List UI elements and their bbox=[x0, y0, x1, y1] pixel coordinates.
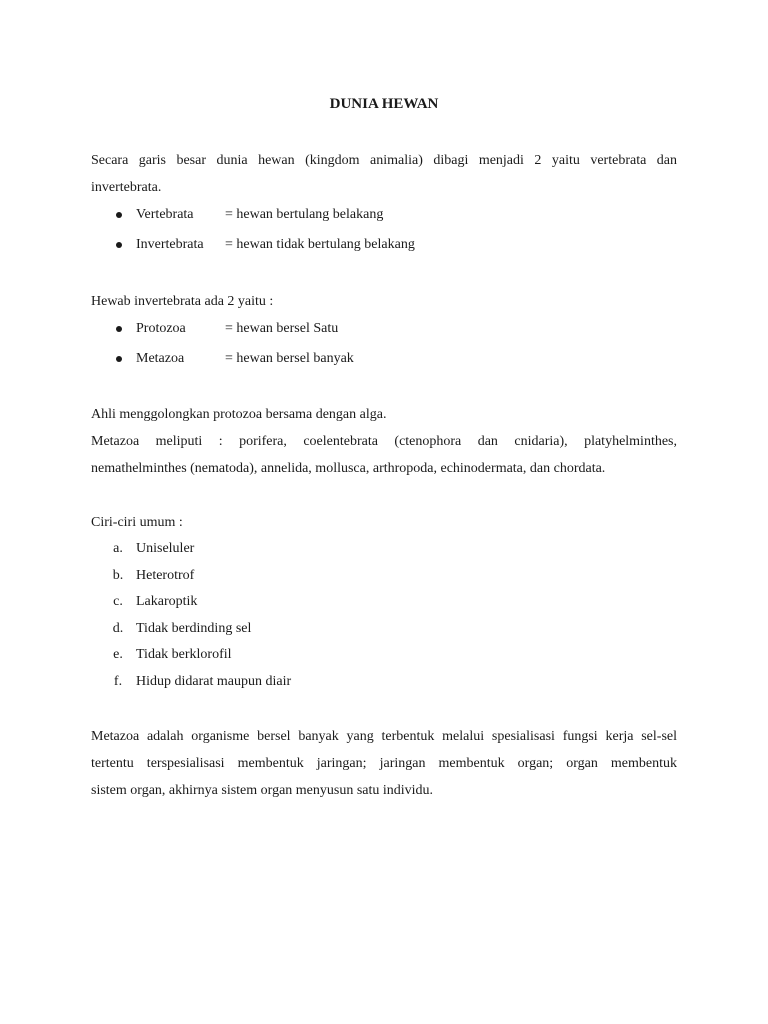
bullet-icon bbox=[116, 242, 122, 248]
characteristics-heading-text: Ciri-ciri umum : bbox=[91, 515, 183, 530]
intro-paragraph bbox=[91, 147, 677, 201]
document-title: DUNIA HEWAN bbox=[329, 96, 439, 112]
list-item bbox=[91, 536, 677, 563]
metazoa-definition-line-2: tertentu terspesialisasi membentuk jaringan; jaringan membentuk organ; organ membentuk bbox=[91, 756, 677, 771]
list-item bbox=[91, 314, 677, 344]
list-item-definition: = hewan bersel Satu bbox=[225, 321, 339, 336]
metazoa-definition-paragraph bbox=[91, 723, 677, 804]
bullet-icon bbox=[116, 326, 122, 332]
list-marker: a. bbox=[113, 541, 123, 556]
list-item-term: Protozoa bbox=[136, 321, 186, 336]
list-item bbox=[91, 616, 677, 643]
list-marker: b. bbox=[112, 567, 124, 583]
list-item bbox=[91, 563, 677, 590]
invertebrate-intro bbox=[91, 288, 677, 315]
metazoa-paragraph bbox=[91, 401, 677, 482]
document-page bbox=[91, 0, 677, 1024]
intro-line-1: Secara garis besar dunia hewan (kingdom animalia) dibagi menjadi 2 yaitu vertebrata dan bbox=[91, 153, 677, 168]
metazoa-definition-line-3: sistem organ, akhirnya sistem organ menyusun satu individu. bbox=[91, 783, 434, 798]
characteristics-heading bbox=[91, 509, 677, 536]
metazoa-includes-line-1: Metazoa meliputi : porifera, coelentebrata (ctenophora dan cnidaria), platyhelminthes, bbox=[91, 434, 677, 449]
list-item bbox=[91, 230, 677, 260]
list-marker: c. bbox=[113, 594, 123, 610]
list-marker: d. bbox=[112, 620, 124, 636]
list-item-text: Hidup didarat maupun diair bbox=[136, 673, 292, 689]
list-item-definition: = hewan bersel banyak bbox=[225, 351, 354, 366]
list-item-text: Tidak berklorofil bbox=[136, 647, 232, 663]
classification-list bbox=[91, 200, 677, 260]
list-item bbox=[91, 642, 677, 669]
invertebrate-list bbox=[91, 314, 677, 374]
list-item-text: Uniseluler bbox=[136, 541, 195, 556]
list-item bbox=[91, 669, 677, 696]
list-item bbox=[91, 589, 677, 616]
list-item-text: Heterotrof bbox=[136, 567, 195, 583]
list-item bbox=[91, 344, 677, 374]
list-item-text: Lakaroptik bbox=[136, 594, 198, 610]
list-item-definition: = hewan bertulang belakang bbox=[225, 207, 384, 222]
list-item-text: Tidak berdinding sel bbox=[136, 620, 252, 636]
algae-note: Ahli menggolongkan protozoa bersama dengan alga. bbox=[91, 407, 387, 422]
list-marker: f. bbox=[113, 673, 123, 689]
list-item-term: Metazoa bbox=[136, 351, 185, 366]
bullet-icon bbox=[116, 356, 122, 362]
bullet-icon bbox=[116, 212, 122, 218]
metazoa-includes-line-2: nemathelminthes (nematoda), annelida, mollusca, arthropoda, echinodermata, dan chordata. bbox=[91, 461, 606, 476]
intro-line-2: invertebrata. bbox=[91, 180, 162, 195]
list-item-term: Vertebrata bbox=[136, 207, 194, 222]
invertebrate-intro-line: Hewab invertebrata ada 2 yaitu : bbox=[91, 294, 274, 309]
list-item-term: Invertebrata bbox=[136, 237, 204, 252]
list-marker: e. bbox=[113, 647, 123, 663]
metazoa-definition-line-1: Metazoa adalah organisme bersel banyak yang terbentuk melalui spesialisasi fungsi kerja sel-sel bbox=[91, 729, 677, 744]
characteristics-list bbox=[91, 536, 677, 696]
list-item bbox=[91, 200, 677, 230]
list-item-definition: = hewan tidak bertulang belakang bbox=[225, 237, 415, 252]
